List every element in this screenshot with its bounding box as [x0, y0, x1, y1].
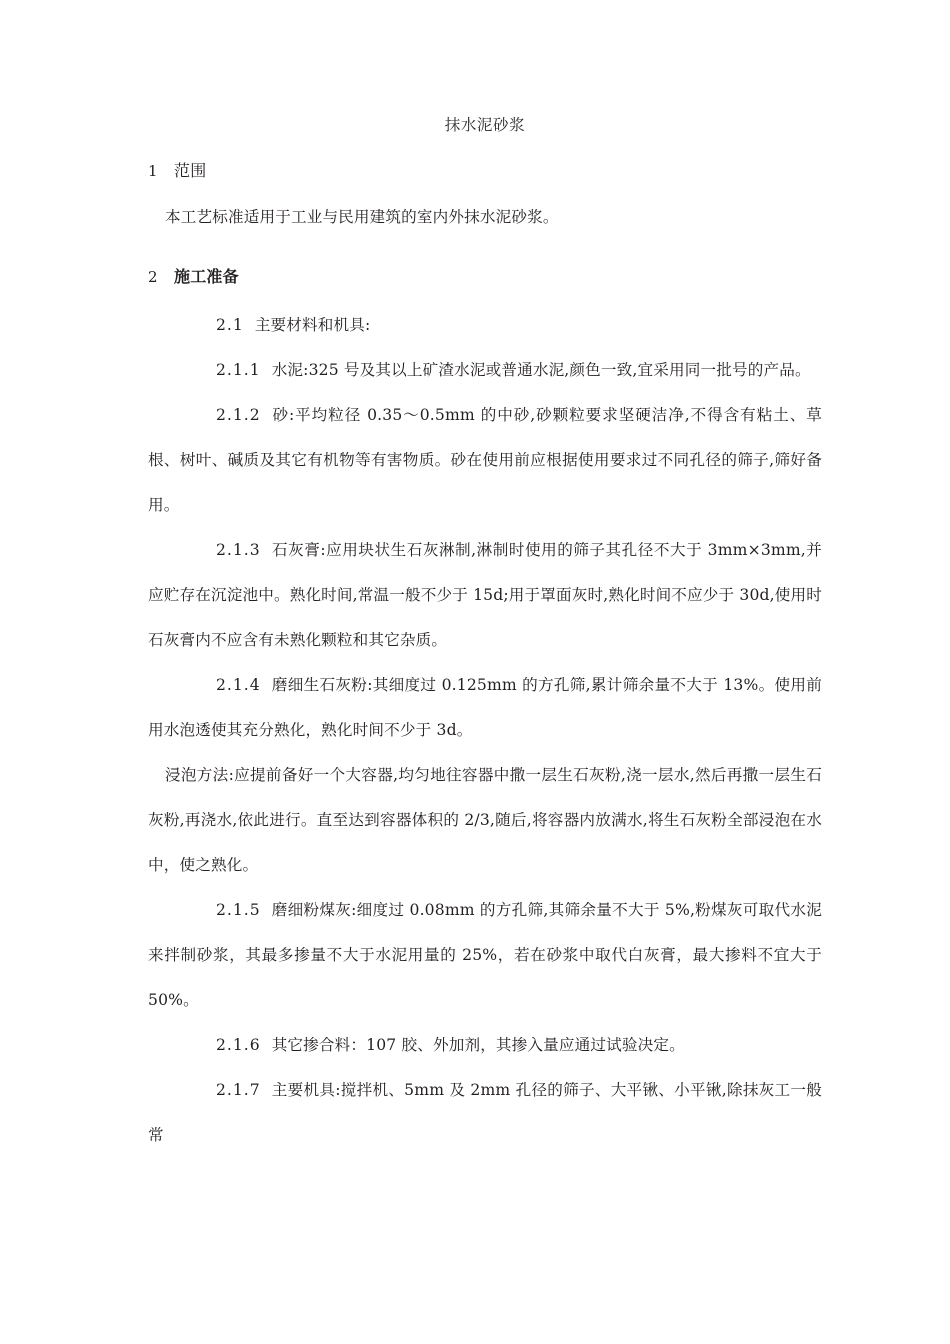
section-heading-2	[148, 240, 822, 285]
section-title-1: 范围	[174, 160, 207, 180]
paragraph-label-2-1-3: 2.1.3	[216, 540, 261, 559]
section-number-2: 2	[148, 267, 158, 286]
paragraph-text-2-1-6: 其它掺合料：107 胶、外加剂，其掺入量应通过试验决定。	[271, 1035, 685, 1054]
paragraph-2-1-5	[148, 888, 822, 1023]
spacer	[148, 285, 822, 303]
section-title-2: 施工准备	[174, 266, 239, 286]
paragraph-text-2-1-1: 水泥:325 号及其以上矿渣水泥或普通水泥,颜色一致,宜采用同一批号的产品。	[271, 360, 811, 379]
document-content	[148, 0, 822, 1158]
paragraph-label-2-1: 2.1	[216, 315, 244, 334]
section-heading-1	[148, 134, 822, 179]
paragraph-scope-body: 本工艺标准适用于工业与民用建筑的室内外抹水泥砂浆。	[165, 207, 559, 226]
paragraph-text-2-1: 主要材料和机具:	[254, 315, 371, 334]
paragraph-text-2-1-7: 主要机具:搅拌机、5mm 及 2mm 孔径的筛子、大平锹、小平锹,除抹灰工一般常	[148, 1080, 822, 1144]
paragraph-label-soaking-method: 浸泡方法:	[165, 765, 234, 784]
paragraph-label-2-1-6: 2.1.6	[216, 1035, 261, 1054]
paragraph-text-2-1-3: 石灰膏:应用块状生石灰淋制,淋制时使用的筛子其孔径不大于 3mm×3mm,并应贮存在沉淀池中。熟化时间,常温一般不少于 15d;用于罩面灰时,熟化时间不应少于 30d,使用时石灰膏内不应含有未熟化颗粒和其它杂质。	[148, 540, 823, 649]
document-title: 抹水泥砂浆	[444, 116, 526, 134]
paragraph-text-soaking-method: 应提前备好一个大容器,均匀地往容器中撒一层生石灰粉,浇一层水,然后再撒一层生石灰粉,再浇水,依此进行。直至达到容器体积的 2/3,随后,将容器内放满水,将生石灰粉全部浸泡在水中，使之熟化。	[148, 765, 822, 874]
paragraph-label-2-1-4: 2.1.4	[216, 675, 261, 694]
paragraph-text-2-1-4: 磨细生石灰粉:其细度过 0.125mm 的方孔筛,累计筛余量不大于 13%。使用前用水泡透使其充分熟化，熟化时间不少于 3d。	[148, 675, 822, 739]
paragraph-label-2-1-5: 2.1.5	[216, 900, 261, 919]
paragraph-label-2-1-7: 2.1.7	[216, 1080, 261, 1099]
paragraph-2-1-6	[148, 1023, 822, 1068]
paragraph-text-2-1-5: 磨细粉煤灰:细度过 0.08mm 的方孔筛,其筛余量不大于 5%,粉煤灰可取代水泥来拌制砂浆，其最多掺量不大于水泥用量的 25%，若在砂浆中取代白灰膏，最大掺料不宜大于 50%。	[148, 900, 822, 1009]
paragraph-label-2-1-2: 2.1.2	[216, 405, 261, 424]
paragraph-2-1-2	[148, 393, 822, 528]
paragraph-2-1-7	[148, 1068, 822, 1158]
paragraph-label-2-1-1: 2.1.1	[216, 360, 261, 379]
paragraph-2-1-1	[148, 348, 822, 393]
paragraph-text-2-1-2: 砂:平均粒径 0.35～0.5mm 的中砂,砂颗粒要求坚硬洁净,不得含有粘土、草根、树叶、碱质及其它有机物等有害物质。砂在使用前应根据使用要求过不同孔径的筛子,筛好备用。	[148, 405, 822, 514]
paragraph-2-1-3	[148, 528, 822, 663]
paragraph-2-1	[148, 303, 822, 348]
section-number-1: 1	[148, 161, 158, 180]
paragraph-2-1-4	[148, 663, 822, 753]
paragraph-soaking-method	[148, 753, 822, 888]
